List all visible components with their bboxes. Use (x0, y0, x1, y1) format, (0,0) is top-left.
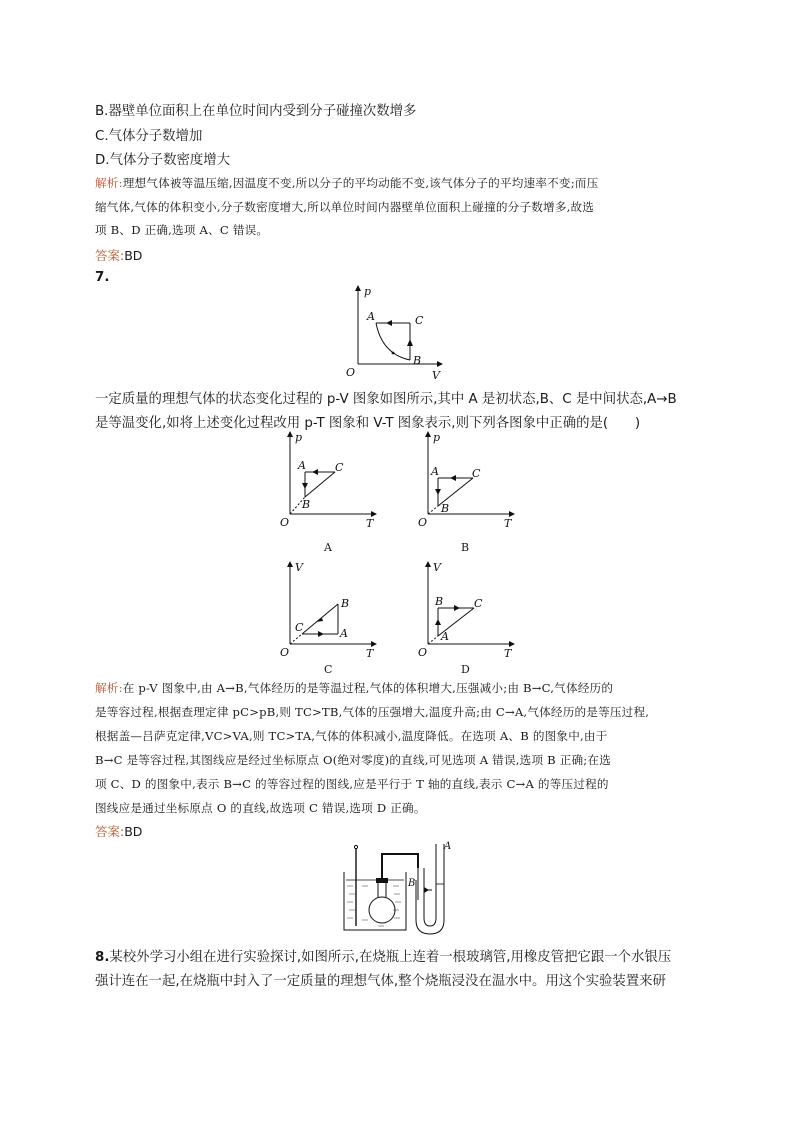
answer-label: 答案: (95, 824, 125, 839)
svg-text:O: O (418, 646, 428, 658)
pv-axis-label-v: V (432, 369, 440, 382)
q8-stem-line-2: 强计连在一起,在烧瓶中封入了一定质量的理想气体,整个烧瓶浸没在温水中。用这个实验装置来研 (95, 974, 666, 989)
svg-text:T: T (366, 647, 374, 658)
q7-analysis-line-5: 项 C、D 的图象中,表示 B→C 的等容过程的图线,应是平行于 T 轴的直线,表示 C→A 的等压过程的 (95, 777, 609, 791)
analysis-label: 解析: (95, 176, 123, 190)
q7-stem-line-2: 是等温变化,如将上述变化过程改用 p-T 图象和 V-T 图象表示,则下列各图象中正确的是( ) (95, 416, 641, 431)
option-d-label: D (461, 663, 470, 676)
svg-text:C: C (474, 597, 483, 610)
answer-label: 答案: (95, 248, 125, 263)
svg-text:C: C (295, 621, 304, 634)
svg-text:T: T (504, 647, 512, 658)
svg-text:B: B (435, 595, 444, 608)
label-a: A (444, 841, 452, 852)
option-b: B.器壁单位面积上在单位时间内受到分子碰撞次数增多 (95, 104, 417, 119)
question-number-7: 7. (95, 270, 110, 285)
q6-analysis-line-3: 项 B、D 正确,选项 A、C 错误。 (95, 223, 269, 237)
flask (369, 897, 395, 923)
svg-text:O: O (280, 646, 290, 658)
answer-value: BD (124, 248, 143, 263)
option-a-label: A (324, 541, 332, 554)
answer-value: BD (124, 824, 143, 839)
svg-text:V: V (433, 561, 441, 574)
option-c-label: C (324, 663, 333, 676)
option-d: D.气体分子数密度增大 (95, 153, 231, 168)
q7-analysis-line-1: 解析:在 p-V 图象中,由 A→B,气体经历的是等温过程,气体的体积增大,压强减小;由 B→C,气体经历的 (95, 681, 614, 695)
option-b-label: B (461, 541, 470, 554)
option-c: C.气体分子数增加 (95, 129, 203, 144)
question-number-8: 8. (95, 950, 110, 965)
pv-arrow-ca (386, 320, 392, 326)
q8-stem-line-1: 8.某校外学习小组在进行实验探讨,如图所示,在烧瓶上连着一根玻璃管,用橡皮管把它跟一个水银压 (95, 950, 672, 965)
svg-text:B: B (441, 502, 450, 515)
svg-text:O: O (280, 516, 290, 528)
option-d-graph (416, 558, 516, 658)
pv-axis-label-p: p (364, 285, 372, 298)
pv-point-a: A (367, 310, 375, 323)
q7-analysis-line-4: B→C 是等容过程,其图线应是经过坐标原点 O(绝对零度)的直线,可见选项 A 错误,选项 B 正确;在选 (95, 753, 612, 767)
pv-arrow-bc (407, 339, 413, 346)
apparatus-figure (338, 840, 458, 936)
q7-analysis-line-6: 图线应是通过坐标原点 O 的直线,故选项 C 错误,选项 D 正确。 (95, 801, 426, 815)
svg-text:T: T (366, 517, 374, 528)
svg-text:p: p (433, 431, 441, 444)
svg-text:T: T (504, 517, 512, 528)
svg-text:B: B (341, 597, 350, 610)
svg-text:B: B (302, 498, 311, 511)
q7-analysis-line-2: 是等容过程,根据查理定律 pC>pB,则 TC>TB,气体的压强增大,温度升高;由 C→A,气体经历的是等压过程, (95, 705, 650, 719)
analysis-label: 解析: (95, 681, 123, 695)
q6-answer (95, 246, 142, 264)
option-c-graph (278, 558, 378, 658)
pv-curve-ab (376, 323, 410, 360)
option-b-graph (416, 428, 516, 528)
svg-text:A: A (340, 627, 348, 640)
pv-graph (340, 282, 445, 382)
option-a-graph (278, 428, 378, 528)
u-tube (416, 844, 444, 934)
q7-analysis-line-3: 根据盖—吕萨克定律,VC>VA,则 TC>TA,气体的体积减小,温度降低。在选项 A、B 的图象中,由于 (95, 729, 608, 743)
q7-stem-line-1: 一定质量的理想气体的状态变化过程的 p-V 图象如图所示,其中 A 是初状态,B、C 是中间状态,A→B (95, 392, 677, 407)
pv-origin: O (346, 366, 356, 379)
q6-analysis-line-2: 缩气体,气体的体积变小,分子数密度增大,所以单位时间内器壁单位面积上碰撞的分子数增多,故选 (95, 200, 595, 214)
svg-text:p: p (295, 431, 303, 444)
svg-text:O: O (418, 516, 428, 528)
svg-text:A: A (298, 459, 306, 472)
svg-text:A: A (431, 465, 439, 478)
q7-answer (95, 822, 142, 840)
svg-text:V: V (295, 561, 303, 574)
svg-text:C: C (472, 467, 481, 480)
svg-text:C: C (335, 461, 344, 474)
q6-analysis-line-1: 解析:理想气体被等温压缩,因温度不变,所以分子的平均动能不变,该气体分子的平均速率不变;而压 (95, 176, 599, 190)
pv-point-b: B (413, 354, 422, 367)
pv-point-c: C (415, 314, 424, 327)
svg-text:A: A (441, 630, 449, 643)
label-b: B (408, 878, 416, 889)
